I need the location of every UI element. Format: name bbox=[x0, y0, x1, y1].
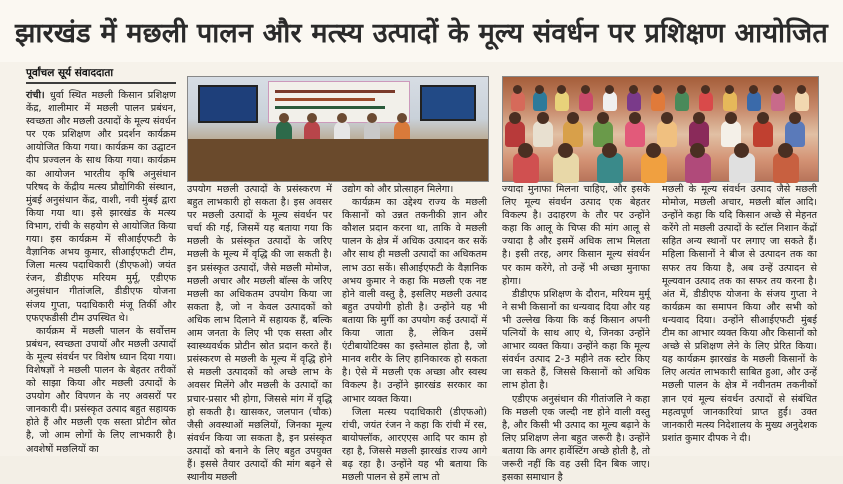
photo-training-stage bbox=[187, 76, 489, 182]
paragraph: रांची। धुर्वा स्थित मछली किसान प्रशिक्षण केंद्र, शालीमार में मछली पालन प्रबंधन, स्वच्छता और मछली उत्पादों के मूल्य संवर्धन पर एक प्रशिक्षण और प्रदर्शन कार्यक्रम आयोजित किया गया। कार्यक्रम का उद्घाटन दीप प्रज्वलन के साथ किया गया। कार्यक्रम का आयोजन भारतीय कृषि अनुसंधान परिषद के केंद्रीय मत्स्य प्रौद्योगिकी संस्थान, मुंबई अनुसंधान केंद्र, वाशी, नवी मुंबई द्वारा किया गया था। इसे झारखंड के मत्स्य विभाग, रांची के सहयोग से आयोजित किया गया। इस कार्यक्रम में सीआईएफटी के वैज्ञानिक अभय कुमार, सीआईएफटी टीम, जिला मत्स्य पदाधिकारी (डीएफओ) जयंत रंजन, डीडीएफ मरियम मुर्मू, एडीएफ अनुसंधान गीतांजलि, डीडीएफ योजना संजय गुप्ता, पदाधिकारी मंजू तिर्की और एफएफडीसी टीम उपस्थित थे। bbox=[26, 89, 176, 325]
projector-screen-left bbox=[198, 85, 258, 123]
dateline: रांची। bbox=[26, 90, 45, 101]
photo-audience bbox=[502, 76, 819, 182]
article-column-2 bbox=[187, 183, 332, 456]
paragraph: कार्यक्रम में मछली पालन के सर्वोत्तम प्रबंधन, स्वच्छता उपायों और मछली उत्पादों के मूल्य संवर्धन पर विशेष ध्यान दिया गया। विशेषज्ञों ने मछली पालन के बेहतर तरीकों को साझा किया और मछली उत्पादों के उपयोग और विपणन के नए अवसरों पर जानकारी दी। प्रसंस्कृत उत्पाद बहुत सहायक होते हैं और मछली एक सस्ता प्रोटीन स्रोत है, जो आम लोगों के लिए लाभकारी है। अवशेषों मछलियों का bbox=[26, 325, 176, 456]
paragraph: उपयोग मछली उत्पादों के प्रसंस्करण में बहुत लाभकारी हो सकता है। इस अवसर पर मछली उत्पादों के मूल्य संवर्धन पर चर्चा की गई, जिसमें यह बताया गया कि मछली के प्रसंस्कृत उत्पादों के जरिए मछली के मूल्य में वृद्धि की जा सकती है। इन प्रसंस्कृत उत्पादों, जैसे मछली मोमोज, मछली अचार और मछली बॉल्स के जरिए मछली का अधिकतम उपयोग किया जा सकता है, जो न केवल उत्पादकों को अधिक लाभ दिलाने में सहायक हैं, बल्कि आम जनता के लिए भी एक सस्ता और स्वास्थ्यवर्धक प्रोटीन स्रोत प्रदान करते हैं। प्रसंस्करण से मछली के मूल्य में वृद्धि होने से मछली उत्पादकों को अच्छे लाभ के अवसर मिलेंगे और मछली के उत्पादों का प्रचार-प्रसार भी होगा, जिससे मांग में वृद्धि हो सकती है। खासकर, जलपान (चौक) जैसी अवस्थाओं मछलियों, जिनका मूल्य संवर्धन किया जा सकता है, इन प्रसंस्कृत उत्पादों को बनाने के लिए बहुत उपयुक्त हैं। इससे तैयार उत्पादों की मांग बढ़ने से स्थानीय मछली bbox=[187, 183, 332, 484]
article-column-1 bbox=[26, 89, 176, 456]
byline-rule bbox=[26, 82, 176, 84]
projector-screen-right bbox=[420, 85, 476, 121]
article-column-3 bbox=[342, 183, 487, 456]
headline: झारखंड में मछली पालन और मत्स्य उत्पादों के मूल्य संवर्धन पर प्रशिक्षण आयोजित bbox=[15, 13, 828, 50]
paragraph: मछली के मूल्य संवर्धन उत्पाद जैसे मछली मोमोज, मछली अचार, मछली बॉल आदि। उन्होंने कहा कि यदि किसान अच्छे से मेहनत करेंगे तो मछली उत्पादों के स्टॉल निशान केंद्रों सहित अन्य स्थानों पर लगाए जा सकते हैं। महिला किसानों ने बीज से उत्पादन तक का सफर तय किया है, अब उन्हें उत्पादन से मूल्यवान उत्पाद तक का सफर तय करना है। अंत में, डीडीएफ योजना के संजय गुप्ता ने कार्यक्रम का समापन किया और सभी को धन्यवाद दिया। उन्होंने सीआईएफटी मुंबई टीम का आभार व्यक्त किया और किसानों को अच्छे से प्रशिक्षण लेने के लिए प्रेरित किया। यह कार्यक्रम झारखंड के मछली किसानों के लिए अत्यंत लाभकारी साबित हुआ, और उन्हें मछली पालन के क्षेत्र में नवीनतम तकनीकों ज्ञान एवं मूल्य संवर्धन उत्पादों से संबंधित महत्वपूर्ण जानकारियां प्राप्त हुईं। उक्त जानकारी मत्स्य निदेशालय के मुख्य अनुदेशक प्रशांत कुमार दीपक ने दी। bbox=[662, 183, 817, 445]
byline: पूर्वांचल सूर्य संवाददाता bbox=[26, 66, 113, 80]
paragraph: एडीएफ अनुसंधान की गीतांजलि ने कहा कि मछली एक जल्दी नष्ट होने वाली वस्तु है, और किसी भी उत्पाद का मूल्य बढ़ाने के लिए प्रशिक्षण लेना बहुत जरूरी है। उन्होंने बताया कि अगर हार्वेस्टिंग अच्छे होती है, तो जरूरी नहीं कि वह उसी दिन बिक जाए। इसका समाधान है bbox=[502, 393, 650, 484]
headline-banner bbox=[0, 0, 843, 62]
paragraph: ज्यादा मुनाफा मिलना चाहिए, और इसके लिए मूल्य संवर्धन उत्पाद एक बेहतर विकल्प है। उदाहरण के तौर पर उन्होंने कहा कि आलू के चिप्स की मांग आलू से ज्यादा है और इसमें अधिक लाभ मिलता है। इसी तरह, अगर किसान मूल्य संवर्धन पर काम करेंगे, तो उन्हें भी अच्छा मुनाफा होगा। bbox=[502, 183, 650, 288]
stage-table bbox=[188, 139, 488, 181]
paragraph: डीडीएफ प्रशिक्षण के दौरान, मरियम मुर्मू ने सभी किसानों का धन्यवाद दिया और यह भी उल्लेख किया कि कई किसान अपनी पत्नियों के साथ आए थे, जिनका उन्होंने आभार व्यक्त किया। उन्होंने कहा कि मूल्य संवर्धन उत्पाद 2-3 महीने तक स्टोर किए जा सकते हैं, जिससे किसानों को अधिक लाभ होता है। bbox=[502, 288, 650, 393]
article-column-4 bbox=[502, 183, 650, 456]
paragraph: जिला मत्स्य पदाधिकारी (डीएफओ) रांची, जयंत रंजन ने कहा कि रांची में रस, बायोफ्लॉक, आरएएस आदि पर काम हो रहा है, जिससे मछली झारखंड राज्य आगे बढ़ रहा है। उन्होंने यह भी बताया कि मछली पालन से हमें लाभ तो bbox=[342, 406, 487, 484]
paragraph: उद्योग को और प्रोत्साहन मिलेगा। bbox=[342, 183, 487, 196]
paragraph: कार्यक्रम का उद्देश्य राज्य के मछली किसानों को उन्नत तकनीकी ज्ञान और कौशल प्रदान करना था, ताकि वे मछली पालन के क्षेत्र में अधिक उत्पादन कर सकें और साथ ही मछली उत्पादों का अधिकतम लाभ उठा सकें। सीआईएफटी के वैज्ञानिक अभय कुमार ने कहा कि मछली एक नष्ट होने वाली वस्तु है, इसलिए मछली उत्पाद बहुत उपयोगी होती है। उन्होंने यह भी बताया कि मुर्गी का उपयोग कई उत्पादों में किया जाता है, लेकिन उसमें एंटीबायोटिक्स का इस्तेमाल होता है, जो मानव शरीर के लिए हानिकारक हो सकता है। ऐसे में मछली एक अच्छा और स्वस्थ विकल्प है। उन्होंने झारखंड सरकार का आभार व्यक्त किया। bbox=[342, 196, 487, 406]
article-column-5 bbox=[662, 183, 817, 456]
